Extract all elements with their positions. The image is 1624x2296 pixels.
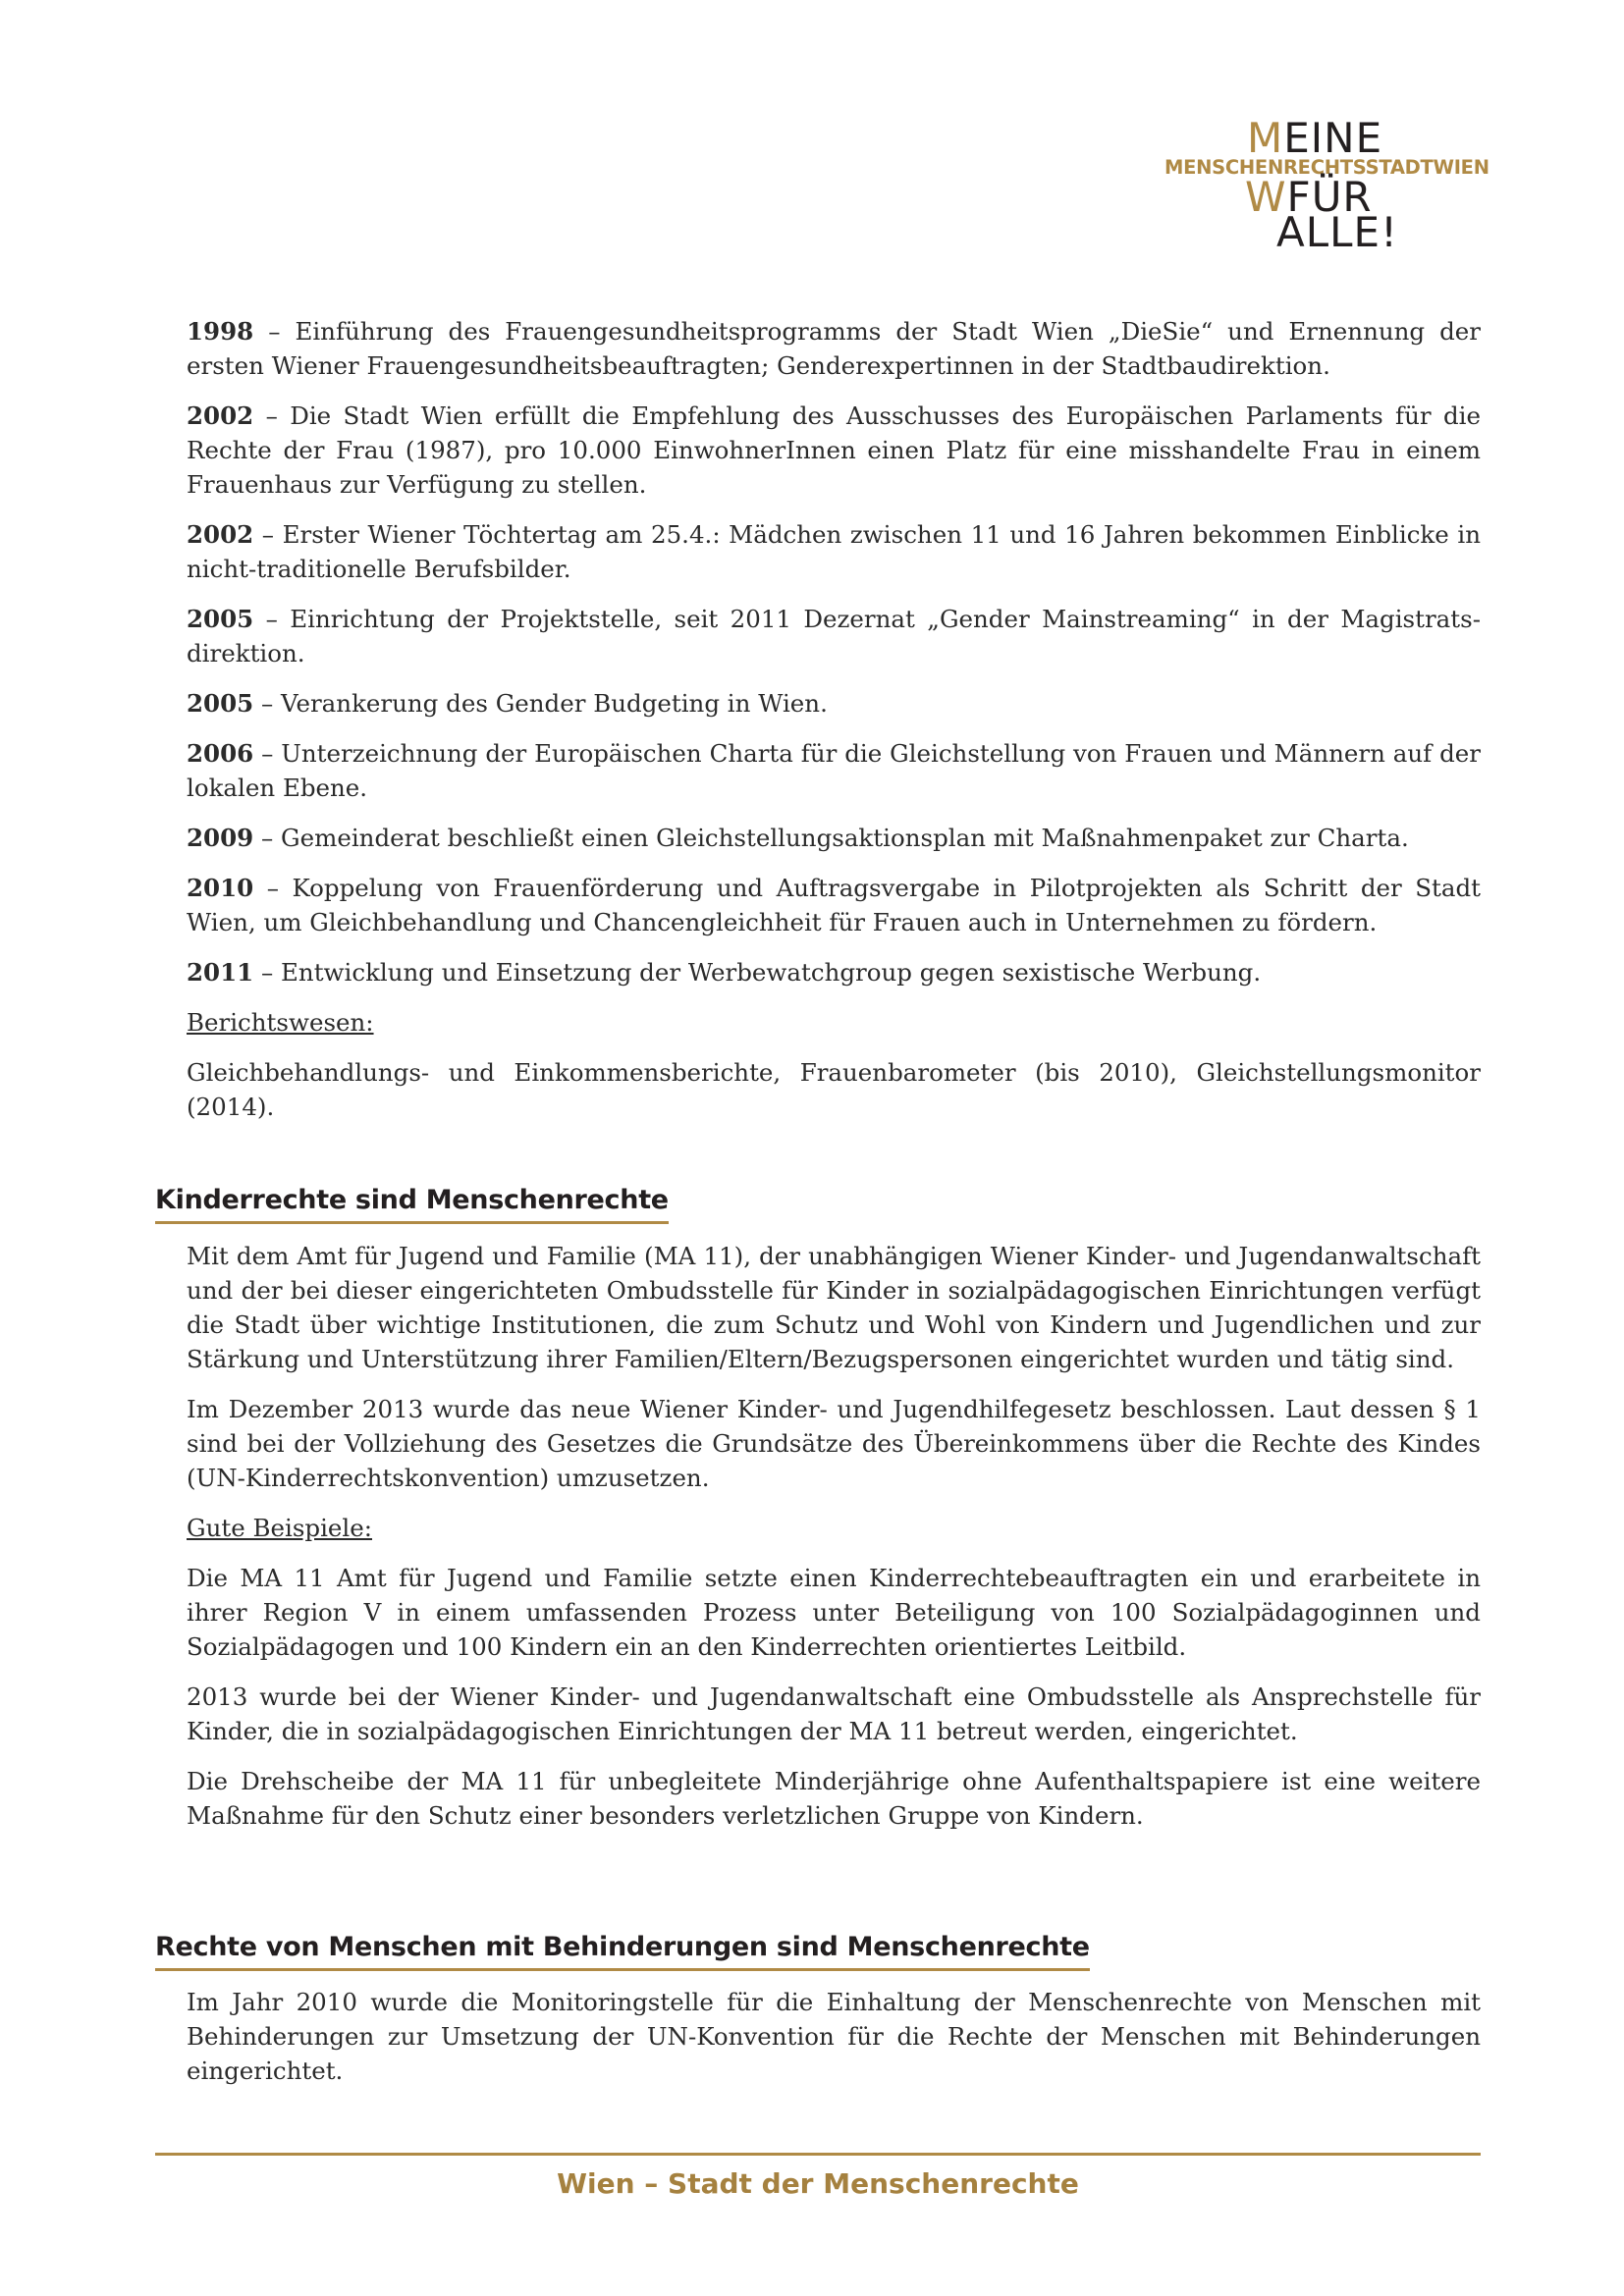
logo-line-2: MENSCHENRECHTSSTADTWIEN xyxy=(1164,156,1489,179)
timeline-entry: 2005 – Einrichtung der Projektstelle, seit 2011 Dezernat „Gender Mainstreaming“ in der Magistratsdirektion. xyxy=(187,605,1481,667)
kinderrechte-body xyxy=(187,1239,1481,1848)
kinderrechte-paragraph: Die Drehscheibe der MA 11 für unbegleitete Minderjährige ohne Aufenthaltspapiere ist eine weitere Maßnahme für den Schutz einer besonders verletzlichen Gruppe von Kindern. xyxy=(187,1767,1481,1830)
kinderrechte-paragraph: Mit dem Amt für Jugend und Familie (MA 11), der unabhängigen Wiener Kinder- und Jugendanwaltschaft und der bei dieser eingerichteten Ombudsstelle für Kinder in sozialpädagogischen Einrichtungen verfügt die Stadt über wichtige Institutionen, die zum Schutz und Wohl von Kindern und Jugendlichen und zur Stärkung und Unterstützung ihrer Familien/Eltern/Bezugspersonen eingerichtet wurden und tätig sind. xyxy=(187,1242,1481,1373)
behinderungen-paragraph: Im Jahr 2010 wurde die Monitoringstelle für die Einhaltung der Menschenrechte von Menschen mit Behinderungen zur Umsetzung der UN-Konvention für die Rechte der Menschen mit Behinderungen eingerichtet. xyxy=(187,1988,1481,2085)
logo-line-3: WFÜR xyxy=(1245,173,1373,221)
timeline-entry: 2002 – Die Stadt Wien erfüllt die Empfehlung des Ausschusses des Europäischen Parlaments für die Rechte der Frau (1987), pro 10.000 EinwohnerInnen einen Platz für eine misshandelte Frau in einem Frauenhaus zur Verfügung zu stellen. xyxy=(187,401,1481,499)
kinderrechte-paragraph: Im Dezember 2013 wurde das neue Wiener Kinder- und Jugendhilfegesetz beschlossen. Laut dessen § 1 sind bei der Vollziehung des Gesetzes die Grundsätze des Übereinkommens über die Rechte des Kindes (UN-Kinderrechtskonvention) umzusetzen. xyxy=(187,1395,1481,1492)
timeline-entry: 2009 – Gemeinderat beschließt einen Gleichstellungsaktionsplan mit Maßnahmenpaket zur Charta. xyxy=(187,824,1409,852)
timeline-entry: 2010 – Koppelung von Frauenförderung und Auftragsvergabe in Pilotprojekten als Schritt der Stadt Wien, um Gleichbehandlung und Chancengleichheit für Frauen auch in Unternehmen zu fördern. xyxy=(187,874,1481,936)
good-examples-label: Gute Beispiele: xyxy=(187,1514,373,1542)
timeline-entry: 2006 – Unterzeichnung der Europäischen Charta für die Gleichstellung von Frauen und Männern auf der lokalen Ebene. xyxy=(187,739,1481,802)
timeline-entry: 1998 – Einführung des Frauengesundheitsprogramms der Stadt Wien „DieSie“ und Ernennung der ersten Wiener Frauengesundheitsbeauftragten; Genderexpertinnen in der Stadtbaudirektion. xyxy=(187,317,1481,380)
berichtswesen-text: Gleichbehandlungs- und Einkommensberichte, Frauenbarometer (bis 2010), Gleichstellungsmonitor (2014). xyxy=(187,1058,1481,1121)
kinderrechte-paragraph: Die MA 11 Amt für Jugend und Familie setzte einen Kinderrechtebeauftragten ein und erarbeitete in ihrer Region V in einem umfassenden Prozess unter Beteiligung von 100 Sozialpädagoginnen und Sozialpädagogen und 100 Kindern ein an den Kinderrechten orientiertes Leitbild. xyxy=(187,1564,1481,1661)
logo xyxy=(1159,114,1489,256)
behinderungen-body xyxy=(187,1985,1481,2104)
timeline-entry: 2002 – Erster Wiener Töchtertag am 25.4.: Mädchen zwischen 11 und 16 Jahren bekommen Einblicke in nicht-traditionelle Berufsbilder. xyxy=(187,520,1481,583)
berichtswesen-label: Berichtswesen: xyxy=(187,1008,374,1037)
footer-title: Wien – Stadt der Menschenrechte xyxy=(557,2167,1079,2200)
timeline xyxy=(187,314,1481,1140)
logo-line-4: ALLE! xyxy=(1276,208,1398,256)
section-heading-behinderungen: Rechte von Menschen mit Behinderungen sind Menschenrechte xyxy=(155,1932,1090,1971)
kinderrechte-paragraph: 2013 wurde bei der Wiener Kinder- und Jugendanwaltschaft eine Ombudsstelle als Ansprechstelle für Kinder, die in sozialpädagogischen Einrichtungen der MA 11 betreut werden, eingerichtet. xyxy=(187,1682,1481,1745)
section-heading-kinderrechte: Kinderrechte sind Menschenrechte xyxy=(155,1185,669,1224)
timeline-entry: 2005 – Verankerung des Gender Budgeting in Wien. xyxy=(187,689,828,718)
footer-divider xyxy=(155,2153,1481,2156)
logo-line-1: MEINE xyxy=(1247,114,1383,162)
timeline-entry: 2011 – Entwicklung und Einsetzung der Werbewatchgroup gegen sexistische Werbung. xyxy=(187,958,1262,987)
